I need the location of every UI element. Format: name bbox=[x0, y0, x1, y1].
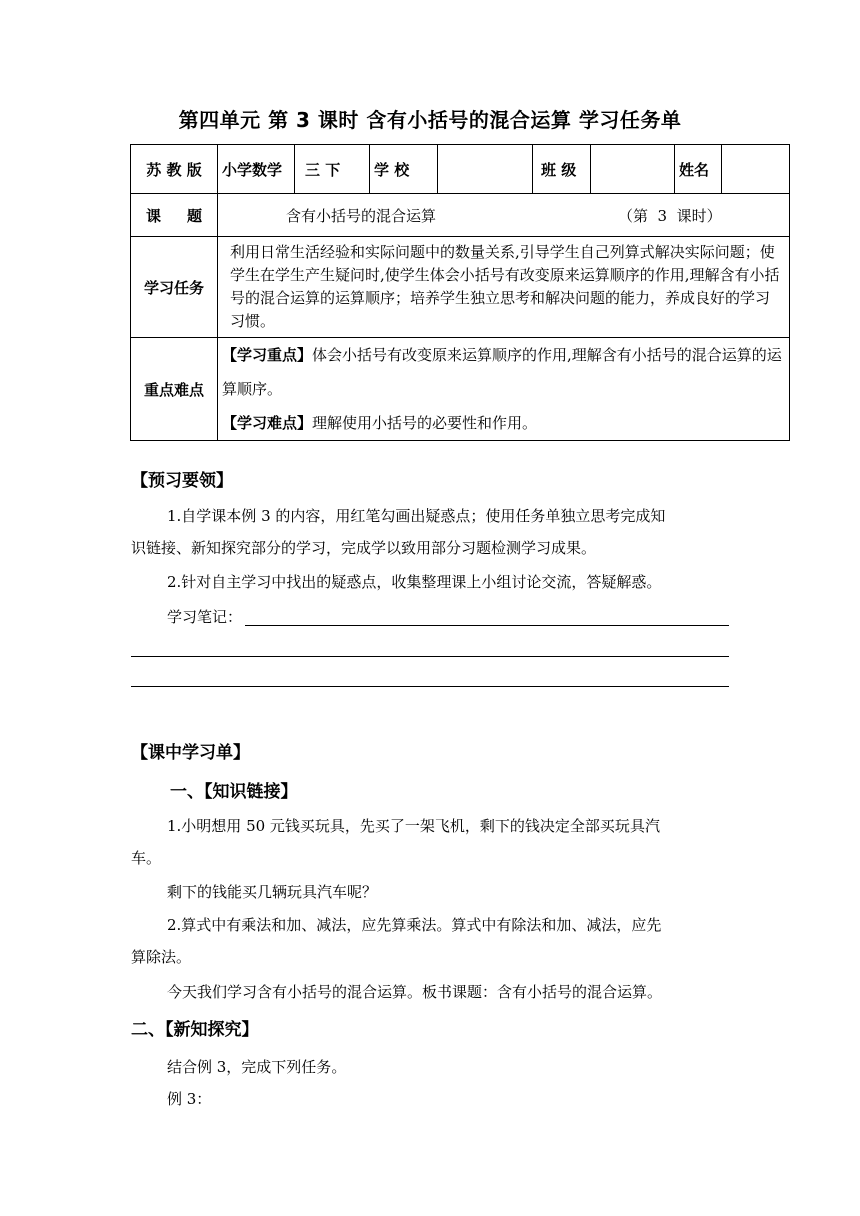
class-label: 班 级 bbox=[533, 145, 591, 194]
s1-p1-line2: 车。 bbox=[131, 849, 162, 867]
info-table bbox=[130, 144, 790, 441]
name-value[interactable] bbox=[722, 145, 790, 194]
notes-line[interactable] bbox=[131, 686, 729, 687]
table-row bbox=[131, 145, 790, 194]
s1-p3-line1: 2.算式中有乘法和加、减法，应先算乘法。算式中有除法和加、减法，应先 bbox=[167, 916, 662, 934]
page-title: 第四单元 第 3 课时 含有小括号的混合运算 学习任务单 bbox=[178, 108, 682, 132]
s2-p1: 结合例 3，完成下列任务。 bbox=[167, 1058, 347, 1076]
preview-p2: 2.针对自主学习中找出的疑惑点，收集整理课上小组讨论交流，答疑解惑。 bbox=[167, 573, 662, 591]
key-label: 重点难点 bbox=[131, 338, 218, 441]
s2-p2: 例 3： bbox=[167, 1090, 212, 1108]
subject-cell: 小学数学 bbox=[218, 145, 295, 194]
table-row bbox=[131, 194, 790, 237]
publisher-cell: 苏 教 版 bbox=[131, 145, 218, 194]
s1-p4: 今天我们学习含有小括号的混合运算。板书课题：含有小括号的混合运算。 bbox=[167, 983, 663, 1001]
notes-line[interactable] bbox=[131, 656, 729, 657]
preview-p1-line1: 1.自学课本例 3 的内容，用红笔勾画出疑惑点；使用任务单独立思考完成知 bbox=[167, 507, 666, 525]
table-row bbox=[131, 237, 790, 338]
topic-value: 含有小括号的混合运算 bbox=[286, 206, 437, 225]
notes-label: 学习笔记： bbox=[167, 608, 243, 626]
difficulty-text: 理解使用小括号的必要性和作用。 bbox=[312, 414, 538, 432]
difficulty-tag: 【学习难点】 bbox=[222, 414, 313, 432]
grade-cell: 三 下 bbox=[295, 145, 370, 194]
key-cell bbox=[218, 338, 790, 441]
name-label: 姓名 bbox=[675, 145, 722, 194]
preview-p1-line2: 识链接、新知探究部分的学习，完成学以致用部分习题检测学习成果。 bbox=[131, 539, 597, 557]
preview-heading: 【预习要领】 bbox=[131, 471, 233, 491]
task-value: 利用日常生活经验和实际问题中的数量关系,引导学生自己列算式解决实际问题；使学生在学生产生疑问时,使学生体会小括号有改变原来运算顺序的作用,理解含有小括号的混合运算的运算顺序；培养学生独立思考和解决问题的能力，养成良好的学习习惯。 bbox=[218, 237, 790, 338]
school-label: 学 校 bbox=[370, 145, 438, 194]
s1-p3-line2: 算除法。 bbox=[131, 948, 192, 966]
lesson-heading: 【课中学习单】 bbox=[131, 743, 250, 763]
school-value[interactable] bbox=[438, 145, 533, 194]
key-point-text: 体会小括号有改变原来运算顺序的作用,理解含有小括号的混合运算的运算顺序。 bbox=[222, 346, 782, 398]
topic-label: 课 题 bbox=[131, 194, 218, 237]
topic-cell bbox=[218, 194, 790, 237]
s1-p1-line1: 1.小明想用 50 元钱买玩具，先买了一架飞机，剩下的钱决定全部买玩具汽 bbox=[167, 817, 660, 835]
task-label: 学习任务 bbox=[131, 237, 218, 338]
section2-heading: 二、【新知探究】 bbox=[131, 1020, 259, 1040]
class-value[interactable] bbox=[591, 145, 675, 194]
key-point-tag: 【学习重点】 bbox=[222, 346, 313, 364]
topic-period: （第 3 课时） bbox=[618, 206, 722, 225]
s1-p2: 剩下的钱能买几辆玩具汽车呢？ bbox=[167, 883, 378, 901]
notes-line[interactable] bbox=[245, 625, 729, 626]
table-row bbox=[131, 338, 790, 441]
section1-heading: 一、【知识链接】 bbox=[170, 782, 298, 802]
